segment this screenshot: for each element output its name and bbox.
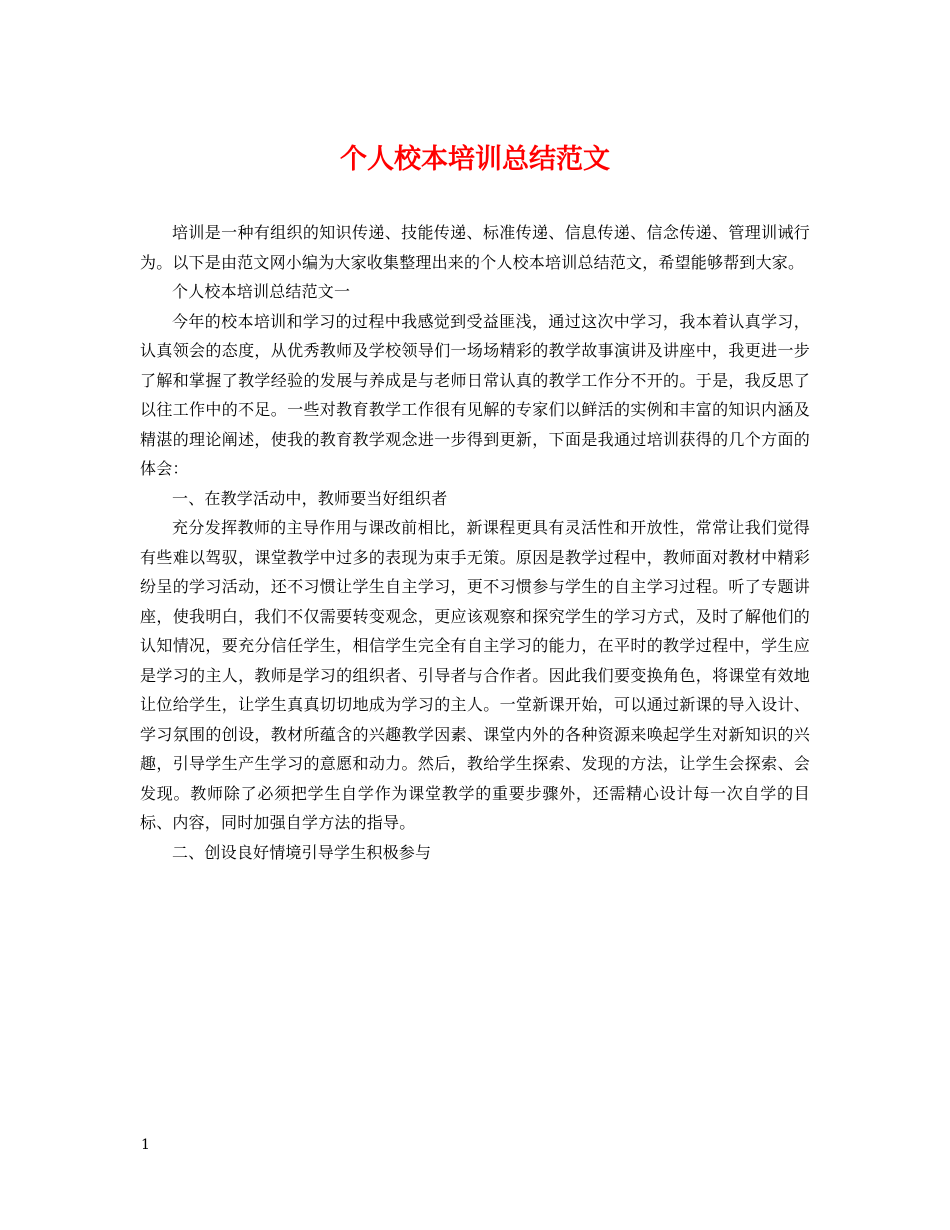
section-heading-organizer: 一、在教学活动中，教师要当好组织者: [172, 488, 448, 508]
page-number: 1: [141, 1137, 150, 1153]
body-paragraph: 充分发挥教师的主导作用与课改前相比，新课程更具有灵活性和开放性，常常让我们觉得有些难以驾驭，课堂教学中过多的表现为束手无策。原因是教学过程中，教师面对教材中精彩纷呈的学习活动，还不习惯让学生自主学习，更不习惯参与学生的自主学习过程。听了专题讲座，使我明白，我们不仅需要转变观念，更应该观察和探究学生的学习方式，及时了解他们的认知情况，要充分信任学生，相信学生完全有自主学习的能力，在平时的教学过程中，学生应是学习的主人，教师是学习的组织者、引导者与合作者。因此我们要变换角色，将课堂有效地让位给学生，让学生真真切切地成为学习的主人。一堂新课开始，可以通过新课的导入设计、学习氛围的创设，教材所蕴含的兴趣教学因素、课堂内外的各种资源来唤起学生对新知识的兴趣，引导学生产生学习的意愿和动力。然后，教给学生探索、发现的方法，让学生会探索、会发现。教师除了必须把学生自学作为课堂教学的重要步骤外，还需精心设计每一次自学的目标、内容，同时加强自学方法的指导。: [140, 518, 810, 832]
section-heading-situation: 二、创设良好情境引导学生积极参与: [172, 842, 432, 862]
intro-paragraph: 培训是一种有组织的知识传递、技能传递、标准传递、信息传递、信念传递、管理训诫行为。以下是由范文网小编为大家收集整理出来的个人校本培训总结范文，希望能够帮到大家。: [140, 223, 810, 272]
section-heading-sample-one: 个人校本培训总结范文一: [172, 282, 351, 301]
document-title: 个人校本培训总结范文: [340, 144, 610, 175]
document-body: [140, 218, 810, 867]
body-paragraph: 今年的校本培训和学习的过程中我感觉到受益匪浅，通过这次中学习，我本着认真学习，认真领会的态度，从优秀教师及学校领导们一场场精彩的教学故事演讲及讲座中，我更进一步了解和掌握了教学经验的发展与养成是与老师日常认真的教学工作分不开的。于是，我反思了以往工作中的不足。一些对教育教学工作很有见解的专家们以鲜活的实例和丰富的知识内涵及精湛的理论阐述，使我的教育教学观念进一步得到更新，下面是我通过培训获得的几个方面的体会：: [140, 311, 810, 478]
